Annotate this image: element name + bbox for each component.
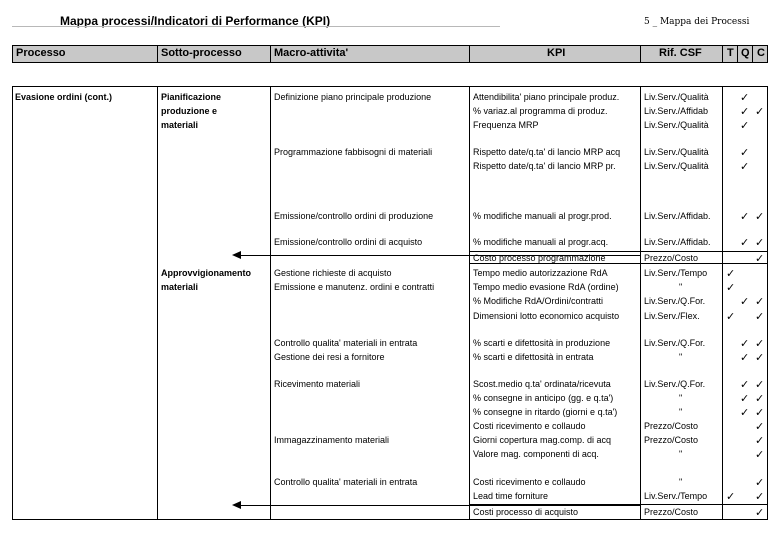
- check-t-icon: ✓: [726, 310, 736, 323]
- macro-attivita-item: Gestione richieste di acquisto: [274, 268, 392, 278]
- check-c-icon: ✓: [755, 236, 765, 249]
- kpi-cell: % modifiche manuali al progr.acq.: [473, 237, 609, 247]
- kpi-cell: Rispetto date/q.ta' di lancio MRP pr.: [473, 161, 616, 171]
- header-processo: Processo: [16, 47, 66, 59]
- sotto-processo-line: Pianificazione: [161, 92, 222, 102]
- kpi-cell: Costi ricevimento e collaudo: [473, 477, 586, 487]
- kpi-cell: Frequenza MRP: [473, 120, 539, 130]
- kpi-cell: Costo processo programmazione: [473, 253, 606, 263]
- title-underline: [12, 26, 500, 27]
- csf-cell: ": [679, 393, 683, 403]
- check-t-icon: ✓: [726, 267, 736, 280]
- check-c-icon: ✓: [755, 476, 765, 489]
- csf-cell: Liv.Serv./Affidab.: [644, 237, 711, 247]
- header-c: C: [757, 47, 765, 59]
- macro-attivita-item: Definizione piano principale produzione: [274, 92, 432, 102]
- check-q-icon: ✓: [740, 160, 750, 173]
- header-rif-csf: Rif. CSF: [659, 47, 702, 59]
- csf-cell: ": [679, 282, 683, 292]
- macro-attivita-item: Emissione e manutenz. ordini e contratti: [274, 282, 435, 292]
- kpi-cell: Dimensioni lotto economico acquisto: [473, 311, 620, 321]
- check-q-icon: ✓: [740, 406, 750, 419]
- csf-cell: ": [679, 407, 683, 417]
- csf-cell: Liv.Serv./Q.For.: [644, 379, 706, 389]
- check-c-icon: ✓: [755, 448, 765, 461]
- check-c-icon: ✓: [755, 506, 765, 519]
- page-title: Mappa processi/Indicatori di Performance (KPI): [60, 14, 331, 28]
- kpi-cell: Valore mag. componenti di acq.: [473, 449, 599, 459]
- processo-label: Evasione ordini (cont.): [15, 92, 113, 102]
- kpi-cell: % consegne in anticipo (gg. e q.ta'): [473, 393, 614, 403]
- header-q: Q: [741, 47, 750, 59]
- check-c-icon: ✓: [755, 420, 765, 433]
- check-c-icon: ✓: [755, 295, 765, 308]
- kpi-cell: % modifiche manuali al progr.prod.: [473, 211, 612, 221]
- sotto-processo-line: produzione e: [161, 106, 217, 116]
- check-c-icon: ✓: [755, 378, 765, 391]
- macro-attivita-item: Gestione dei resi a fornitore: [274, 352, 385, 362]
- csf-cell: Liv.Serv./Qualità: [644, 161, 709, 171]
- check-c-icon: ✓: [755, 351, 765, 364]
- csf-cell: Liv.Serv./Q.For.: [644, 338, 706, 348]
- kpi-cell: % scarti e difettosità in entrata: [473, 352, 594, 362]
- check-q-icon: ✓: [740, 119, 750, 132]
- csf-cell: Liv.Serv./Qualità: [644, 92, 709, 102]
- kpi-cell: % scarti e difettosità in produzione: [473, 338, 611, 348]
- csf-cell: Prezzo/Costo: [644, 421, 699, 431]
- sotto-processo-line: materiali: [161, 282, 199, 292]
- kpi-cell: Tempo medio autorizzazione RdA: [473, 268, 608, 278]
- header-kpi: KPI: [547, 47, 566, 59]
- kpi-cell: Scost.medio q.ta' ordinata/ricevuta: [473, 379, 611, 389]
- check-c-icon: ✓: [755, 252, 765, 265]
- arrow-line: [240, 505, 640, 506]
- csf-cell: Liv.Serv./Tempo: [644, 268, 708, 278]
- sotto-processo-line: materiali: [161, 120, 199, 130]
- check-c-icon: ✓: [755, 406, 765, 419]
- csf-cell: Liv.Serv./Flex.: [644, 311, 700, 321]
- csf-cell: Liv.Serv./Affidab: [644, 106, 709, 116]
- kpi-cell: Attendibilita' piano principale produz.: [473, 92, 620, 102]
- check-c-icon: ✓: [755, 392, 765, 405]
- kpi-cell: Giorni copertura mag.comp. di acq: [473, 435, 612, 445]
- check-q-icon: ✓: [740, 210, 750, 223]
- macro-attivita-item: Controllo qualita' materiali in entrata: [274, 338, 418, 348]
- check-c-icon: ✓: [755, 210, 765, 223]
- kpi-cell: % consegne in ritardo (giorni e q.ta'): [473, 407, 618, 417]
- kpi-cell: Costi ricevimento e collaudo: [473, 421, 586, 431]
- csf-cell: Liv.Serv./Tempo: [644, 491, 708, 501]
- arrow-left-icon: [232, 251, 241, 259]
- kpi-cell: % variaz.al programma di produz.: [473, 106, 608, 116]
- macro-attivita-item: Immagazzinamento materiali: [274, 435, 390, 445]
- check-q-icon: ✓: [740, 351, 750, 364]
- check-q-icon: ✓: [740, 105, 750, 118]
- kpi-cell: % Modifiche RdA/Ordini/contratti: [473, 296, 604, 306]
- macro-attivita-item: Programmazione fabbisogni di materiali: [274, 147, 433, 157]
- table-header-bar: [12, 45, 768, 63]
- csf-cell: Liv.Serv./Affidab.: [644, 211, 711, 221]
- csf-cell: Liv.Serv./Qualità: [644, 120, 709, 130]
- check-q-icon: ✓: [740, 392, 750, 405]
- macro-attivita-item: Ricevimento materiali: [274, 379, 361, 389]
- csf-cell: Prezzo/Costo: [644, 507, 699, 517]
- kpi-cell: Rispetto date/q.ta' di lancio MRP acq: [473, 147, 621, 157]
- check-q-icon: ✓: [740, 146, 750, 159]
- macro-attivita-item: Controllo qualita' materiali in entrata: [274, 477, 418, 487]
- check-q-icon: ✓: [740, 236, 750, 249]
- section-label: 5 _ Mappa dei Processi: [644, 17, 750, 27]
- csf-cell: Prezzo/Costo: [644, 435, 699, 445]
- sotto-processo-line: Approvvigionamento: [161, 268, 252, 278]
- check-c-icon: ✓: [755, 337, 765, 350]
- macro-attivita-item: Emissione/controllo ordini di acquisto: [274, 237, 423, 247]
- csf-cell: ": [679, 477, 683, 487]
- header-macro-attivita: Macro-attivita': [274, 47, 349, 59]
- macro-attivita-item: Emissione/controllo ordini di produzione: [274, 211, 434, 221]
- header-t: T: [727, 47, 734, 59]
- check-t-icon: ✓: [726, 281, 736, 294]
- kpi-cell: Costi processo di acquisto: [473, 507, 579, 517]
- check-t-icon: ✓: [726, 490, 736, 503]
- check-c-icon: ✓: [755, 490, 765, 503]
- header-sotto-processo: Sotto-processo: [161, 47, 242, 59]
- kpi-cell: Tempo medio evasione RdA (ordine): [473, 282, 619, 292]
- csf-cell: Prezzo/Costo: [644, 253, 699, 263]
- csf-cell: Liv.Serv./Q.For.: [644, 296, 706, 306]
- check-c-icon: ✓: [755, 310, 765, 323]
- csf-cell: ": [679, 449, 683, 459]
- csf-cell: ": [679, 352, 683, 362]
- check-q-icon: ✓: [740, 337, 750, 350]
- check-q-icon: ✓: [740, 295, 750, 308]
- check-q-icon: ✓: [740, 378, 750, 391]
- arrow-left-icon: [232, 501, 241, 509]
- check-q-icon: ✓: [740, 91, 750, 104]
- check-c-icon: ✓: [755, 434, 765, 447]
- kpi-cell: Lead time forniture: [473, 491, 549, 501]
- check-c-icon: ✓: [755, 105, 765, 118]
- csf-cell: Liv.Serv./Qualità: [644, 147, 709, 157]
